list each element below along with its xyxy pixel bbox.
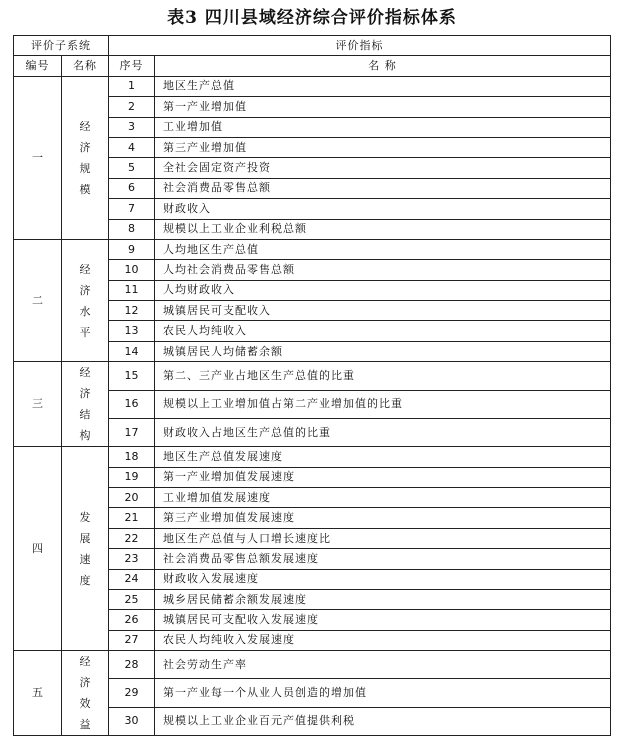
- indicator-seq: 11: [109, 280, 155, 300]
- indicator-name: 工业增加值发展速度: [155, 488, 611, 508]
- indicator-name: 第一产业每一个从业人员创造的增加值: [155, 679, 611, 707]
- indicator-seq: 24: [109, 569, 155, 589]
- indicator-name: 财政收入占地区生产总值的比重: [155, 418, 611, 446]
- indicator-name: 社会消费品零售总额: [155, 178, 611, 198]
- indicator-name: 农民人均纯收入发展速度: [155, 630, 611, 650]
- subsystem-name: 经济水平: [79, 262, 91, 339]
- indicator-seq: 13: [109, 321, 155, 341]
- table-row: [14, 651, 611, 679]
- subsystem-name: 发展速度: [79, 510, 91, 587]
- seq-header: 序号: [109, 56, 155, 76]
- indicator-name: 社会劳动生产率: [155, 651, 611, 679]
- subsystem-name-cell: [62, 362, 109, 447]
- indicator-seq: 16: [109, 390, 155, 418]
- indicator-name: 人均财政收入: [155, 280, 611, 300]
- indicator-seq: 23: [109, 549, 155, 569]
- indicator-name: 农民人均纯收入: [155, 321, 611, 341]
- indicator-seq: 20: [109, 488, 155, 508]
- subsystem-code: 一: [14, 76, 62, 239]
- indicator-seq: 3: [109, 117, 155, 137]
- table-body: [14, 76, 611, 735]
- indicator-seq: 8: [109, 219, 155, 239]
- indicator-name: 规模以上工业企业百元产值提供利税: [155, 707, 611, 735]
- indicator-seq: 7: [109, 199, 155, 219]
- indicator-seq: 25: [109, 589, 155, 609]
- subsystem-code: 四: [14, 447, 62, 651]
- indicator-seq: 5: [109, 158, 155, 178]
- indicator-name: 第一产业增加值发展速度: [155, 467, 611, 487]
- indicator-name: 第三产业增加值发展速度: [155, 508, 611, 528]
- subsystem-header: 评价子系统: [14, 36, 109, 56]
- indicator-seq: 4: [109, 137, 155, 157]
- indicator-name: 规模以上工业企业利税总额: [155, 219, 611, 239]
- indicator-table: [13, 35, 611, 736]
- indicator-name-header: 名 称: [155, 56, 611, 76]
- indicator-name: 财政收入发展速度: [155, 569, 611, 589]
- indicator-seq: 17: [109, 418, 155, 446]
- indicator-name: 财政收入: [155, 199, 611, 219]
- table-row: [14, 76, 611, 96]
- indicator-name: 地区生产总值发展速度: [155, 447, 611, 467]
- subsystem-name-cell: [62, 239, 109, 361]
- subsystem-name-cell: [62, 651, 109, 736]
- subsystem-name: 经济规模: [79, 119, 91, 196]
- indicator-name: 全社会固定资产投资: [155, 158, 611, 178]
- indicator-seq: 6: [109, 178, 155, 198]
- indicator-name: 城镇居民可支配收入发展速度: [155, 610, 611, 630]
- indicator-name: 人均社会消费品零售总额: [155, 260, 611, 280]
- header-row-top: [14, 36, 611, 56]
- indicator-seq: 30: [109, 707, 155, 735]
- table-row: [14, 362, 611, 390]
- indicator-seq: 12: [109, 301, 155, 321]
- table-row: [14, 447, 611, 467]
- indicator-name: 规模以上工业增加值占第二产业增加值的比重: [155, 390, 611, 418]
- indicator-name: 工业增加值: [155, 117, 611, 137]
- code-header: 编号: [14, 56, 62, 76]
- subsystem-name-cell: [62, 447, 109, 651]
- indicator-seq: 26: [109, 610, 155, 630]
- subsystem-name-header: 名称: [62, 56, 109, 76]
- indicator-name: 第三产业增加值: [155, 137, 611, 157]
- indicators-header: 评价指标: [109, 36, 611, 56]
- indicator-seq: 28: [109, 651, 155, 679]
- indicator-seq: 18: [109, 447, 155, 467]
- indicator-name: 城镇居民人均储蓄余额: [155, 341, 611, 361]
- indicator-seq: 29: [109, 679, 155, 707]
- indicator-seq: 2: [109, 97, 155, 117]
- indicator-name: 第二、三产业占地区生产总值的比重: [155, 362, 611, 390]
- table-row: [14, 239, 611, 259]
- indicator-seq: 19: [109, 467, 155, 487]
- indicator-seq: 22: [109, 528, 155, 548]
- indicator-seq: 10: [109, 260, 155, 280]
- indicator-seq: 9: [109, 239, 155, 259]
- indicator-seq: 21: [109, 508, 155, 528]
- indicator-name: 城镇居民可支配收入: [155, 301, 611, 321]
- indicator-name: 城乡居民储蓄余额发展速度: [155, 589, 611, 609]
- indicator-seq: 27: [109, 630, 155, 650]
- header-row-bottom: [14, 56, 611, 76]
- indicator-seq: 15: [109, 362, 155, 390]
- subsystem-code: 五: [14, 651, 62, 736]
- indicator-seq: 14: [109, 341, 155, 361]
- subsystem-code: 二: [14, 239, 62, 361]
- subsystem-name: 经济结构: [79, 366, 91, 443]
- subsystem-name: 经济效益: [79, 655, 91, 732]
- subsystem-code: 三: [14, 362, 62, 447]
- indicator-name: 地区生产总值与人口增长速度比: [155, 528, 611, 548]
- indicator-seq: 1: [109, 76, 155, 96]
- table-title: 表3 四川县域经济综合评价指标体系: [167, 8, 457, 28]
- subsystem-name-cell: [62, 76, 109, 239]
- indicator-name: 第一产业增加值: [155, 97, 611, 117]
- indicator-name: 社会消费品零售总额发展速度: [155, 549, 611, 569]
- indicator-name: 人均地区生产总值: [155, 239, 611, 259]
- indicator-name: 地区生产总值: [155, 76, 611, 96]
